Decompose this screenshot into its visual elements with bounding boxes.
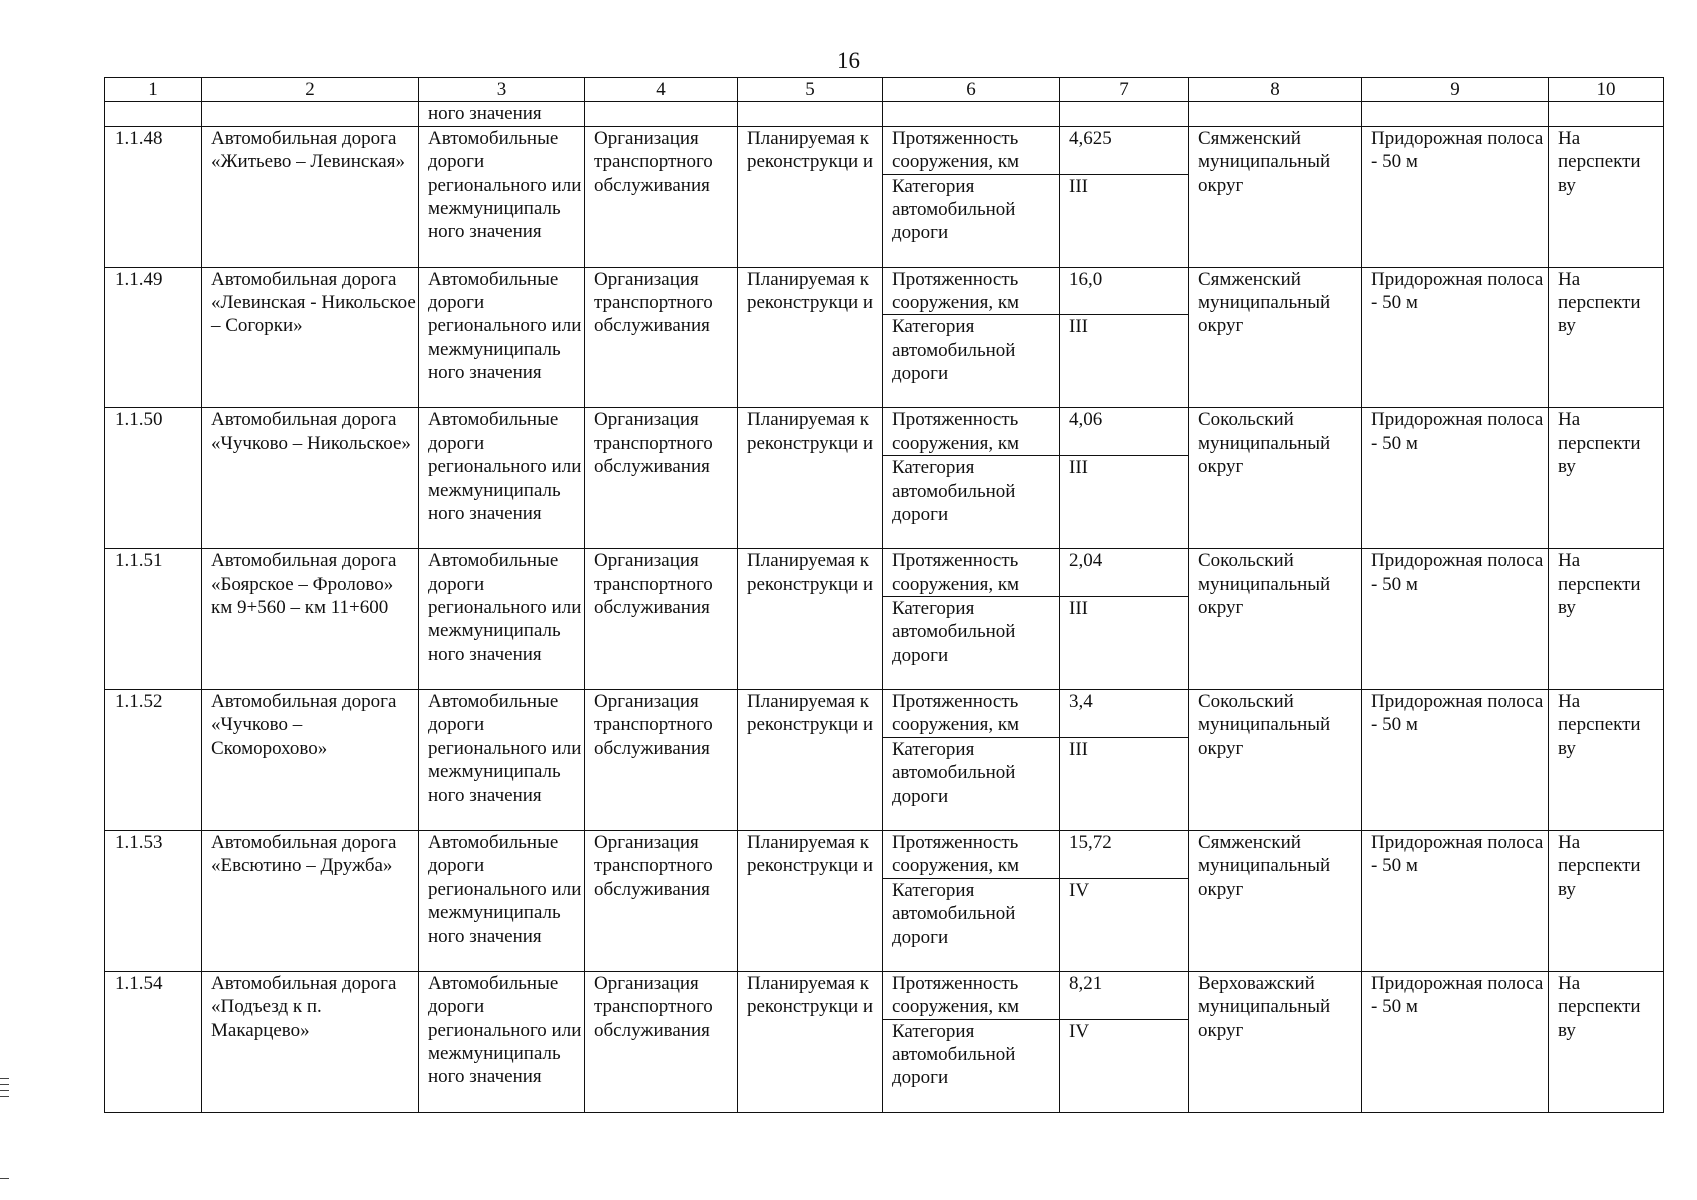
object-type: Автомобильные дороги регионального или межмуниципаль ного значения <box>419 830 585 971</box>
object-status: Планируемая к реконструкци и <box>738 549 883 690</box>
continued-cell <box>1549 102 1664 126</box>
object-number: 1.1.52 <box>105 690 202 831</box>
object-term: На перспекти ву <box>1549 408 1664 549</box>
characteristic-value: III <box>1060 315 1189 408</box>
object-status: Планируемая к реконструкци и <box>738 126 883 267</box>
object-location: Сямженский муниципальный округ <box>1189 830 1362 971</box>
column-number: 9 <box>1362 78 1549 102</box>
object-location: Сямженский муниципальный округ <box>1189 267 1362 408</box>
object-purpose: Организация транспортного обслуживания <box>585 690 738 831</box>
object-type: Автомобильные дороги регионального или межмуниципаль ного значения <box>419 971 585 1112</box>
object-zone: Придорожная полоса - 50 м <box>1362 690 1549 831</box>
object-purpose: Организация транспортного обслуживания <box>585 267 738 408</box>
object-name: Автомобильная дорога «Житьево – Левинская» <box>202 126 419 267</box>
column-number: 7 <box>1060 78 1189 102</box>
continued-cell <box>1189 102 1362 126</box>
characteristic-value: 4,06 <box>1060 408 1189 456</box>
characteristic-value: 3,4 <box>1060 690 1189 738</box>
object-zone: Придорожная полоса - 50 м <box>1362 267 1549 408</box>
continued-cell <box>1362 102 1549 126</box>
continued-row <box>105 102 1664 126</box>
scan-mark <box>0 1078 9 1079</box>
characteristic-value: III <box>1060 597 1189 690</box>
column-number: 4 <box>585 78 738 102</box>
object-zone: Придорожная полоса - 50 м <box>1362 126 1549 267</box>
object-name: Автомобильная дорога «Боярское – Фролово» км 9+560 – км 11+600 <box>202 549 419 690</box>
object-purpose: Организация транспортного обслуживания <box>585 126 738 267</box>
object-number: 1.1.51 <box>105 549 202 690</box>
table-row <box>105 267 1664 315</box>
characteristic-label: Протяженность сооружения, км <box>883 830 1060 878</box>
object-status: Планируемая к реконструкци и <box>738 408 883 549</box>
object-status: Планируемая к реконструкци и <box>738 267 883 408</box>
characteristic-label: Протяженность сооружения, км <box>883 267 1060 315</box>
characteristic-value: 4,625 <box>1060 126 1189 174</box>
object-name: Автомобильная дорога «Евсютино – Дружба» <box>202 830 419 971</box>
characteristic-label: Категория автомобильной дороги <box>883 174 1060 267</box>
scan-mark <box>0 1084 9 1085</box>
continued-cell <box>105 102 202 126</box>
characteristic-label: Категория автомобильной дороги <box>883 456 1060 549</box>
object-number: 1.1.49 <box>105 267 202 408</box>
object-number: 1.1.54 <box>105 971 202 1112</box>
object-purpose: Организация транспортного обслуживания <box>585 830 738 971</box>
table-row <box>105 830 1664 878</box>
table-row <box>105 971 1664 1019</box>
table-row <box>105 408 1664 456</box>
characteristic-value: III <box>1060 737 1189 830</box>
continued-cell <box>738 102 883 126</box>
object-number: 1.1.48 <box>105 126 202 267</box>
object-term: На перспекти ву <box>1549 126 1664 267</box>
scan-mark <box>0 1096 9 1097</box>
column-number: 5 <box>738 78 883 102</box>
continued-cell <box>202 102 419 126</box>
object-zone: Придорожная полоса - 50 м <box>1362 971 1549 1112</box>
table-row <box>105 690 1664 738</box>
characteristic-label: Протяженность сооружения, км <box>883 690 1060 738</box>
object-status: Планируемая к реконструкци и <box>738 971 883 1112</box>
object-type: Автомобильные дороги регионального или межмуниципаль ного значения <box>419 267 585 408</box>
column-number-header <box>105 78 1664 102</box>
object-name: Автомобильная дорога «Чучково – Никольское» <box>202 408 419 549</box>
object-status: Планируемая к реконструкци и <box>738 690 883 831</box>
characteristic-label: Протяженность сооружения, км <box>883 126 1060 174</box>
characteristic-value: IV <box>1060 878 1189 971</box>
column-number: 8 <box>1189 78 1362 102</box>
object-location: Сокольский муниципальный округ <box>1189 690 1362 831</box>
characteristic-value: IV <box>1060 1019 1189 1112</box>
object-term: На перспекти ву <box>1549 690 1664 831</box>
continued-cell-type: ного значения <box>419 102 585 126</box>
object-location: Сямженский муниципальный округ <box>1189 126 1362 267</box>
characteristic-label: Категория автомобильной дороги <box>883 597 1060 690</box>
object-location: Верховажский муниципальный округ <box>1189 971 1362 1112</box>
object-term: На перспекти ву <box>1549 971 1664 1112</box>
object-term: На перспекти ву <box>1549 267 1664 408</box>
characteristic-value: III <box>1060 456 1189 549</box>
characteristic-label: Протяженность сооружения, км <box>883 408 1060 456</box>
object-number: 1.1.53 <box>105 830 202 971</box>
object-zone: Придорожная полоса - 50 м <box>1362 408 1549 549</box>
characteristic-label: Категория автомобильной дороги <box>883 315 1060 408</box>
continued-cell <box>585 102 738 126</box>
characteristic-value: 15,72 <box>1060 830 1189 878</box>
characteristic-label: Протяженность сооружения, км <box>883 971 1060 1019</box>
column-number: 6 <box>883 78 1060 102</box>
object-purpose: Организация транспортного обслуживания <box>585 549 738 690</box>
object-name: Автомобильная дорога «Левинская - Никольское – Согорки» <box>202 267 419 408</box>
objects-table <box>104 77 1664 1113</box>
object-purpose: Организация транспортного обслуживания <box>585 408 738 549</box>
column-number: 3 <box>419 78 585 102</box>
page-number: 16 <box>837 48 860 73</box>
object-type: Автомобильные дороги регионального или межмуниципаль ного значения <box>419 690 585 831</box>
object-term: На перспекти ву <box>1549 830 1664 971</box>
object-zone: Придорожная полоса - 50 м <box>1362 830 1549 971</box>
object-type: Автомобильные дороги регионального или межмуниципаль ного значения <box>419 126 585 267</box>
object-number: 1.1.50 <box>105 408 202 549</box>
characteristic-label: Категория автомобильной дороги <box>883 737 1060 830</box>
object-type: Автомобильные дороги регионального или межмуниципаль ного значения <box>419 549 585 690</box>
object-type: Автомобильные дороги регионального или межмуниципаль ного значения <box>419 408 585 549</box>
characteristic-value: 16,0 <box>1060 267 1189 315</box>
characteristic-value: 2,04 <box>1060 549 1189 597</box>
scan-mark <box>0 1090 9 1091</box>
object-location: Сокольский муниципальный округ <box>1189 549 1362 690</box>
object-purpose: Организация транспортного обслуживания <box>585 971 738 1112</box>
column-number: 2 <box>202 78 419 102</box>
scan-mark <box>0 1178 9 1179</box>
characteristic-value: 8,21 <box>1060 971 1189 1019</box>
object-zone: Придорожная полоса - 50 м <box>1362 549 1549 690</box>
object-term: На перспекти ву <box>1549 549 1664 690</box>
table-row <box>105 126 1664 174</box>
object-name: Автомобильная дорога «Подъезд к п. Макарцево» <box>202 971 419 1112</box>
column-number: 10 <box>1549 78 1664 102</box>
characteristic-value: III <box>1060 174 1189 267</box>
characteristic-label: Категория автомобильной дороги <box>883 1019 1060 1112</box>
characteristic-label: Категория автомобильной дороги <box>883 878 1060 971</box>
continued-cell <box>883 102 1060 126</box>
object-status: Планируемая к реконструкци и <box>738 830 883 971</box>
continued-cell <box>1060 102 1189 126</box>
object-location: Сокольский муниципальный округ <box>1189 408 1362 549</box>
object-name: Автомобильная дорога «Чучково – Скоморохово» <box>202 690 419 831</box>
column-number: 1 <box>105 78 202 102</box>
characteristic-label: Протяженность сооружения, км <box>883 549 1060 597</box>
table-row <box>105 549 1664 597</box>
